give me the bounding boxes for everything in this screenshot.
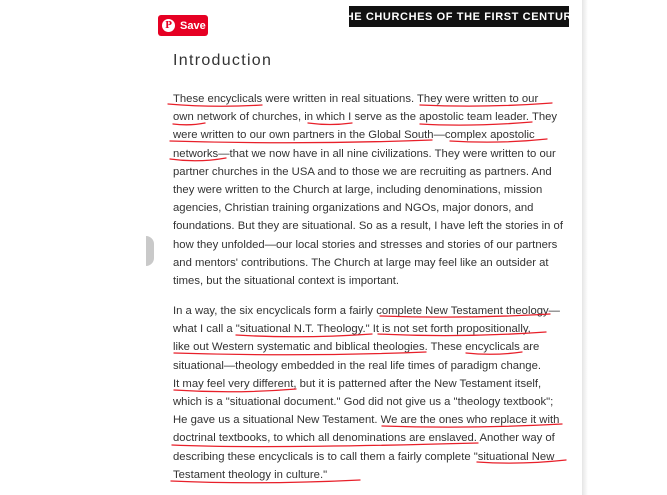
section-title: Introduction: [173, 52, 273, 69]
text-line: agencies, Christian training organizations and NGOs, major donors, and: [173, 202, 534, 215]
text-line: partner churches in the USA and to those we are recruiting as partners. And: [173, 165, 552, 178]
text-line: and mentors' contributions. The Church at large may feel like an outsider at: [173, 256, 549, 269]
save-button-label: Save: [180, 19, 206, 32]
text-line: what I call a "situational N.T. Theology." It is not set forth propositionally,: [173, 323, 531, 336]
text-line: Testament theology in culture.": [173, 468, 328, 481]
text-line: It may feel very different, but it is patterned after the New Testament itself,: [173, 377, 542, 390]
text-line: own network of churches, in which I serve as the apostolic team leader. They: [173, 111, 558, 124]
text-line: doctrinal textbooks, to which all denominations are enslaved. Another way of: [173, 432, 555, 445]
text-line: describing these encyclicals is to call them a fairly complete "situational New: [173, 450, 555, 463]
text-line: which is a "situational document." God did not give us a "theology textbook";: [173, 395, 554, 408]
header-banner: THE CHURCHES OF THE FIRST CENTURY: [349, 6, 569, 27]
side-scroll-handle[interactable]: [146, 236, 154, 266]
text-line: In a way, the six encyclicals form a fairly complete New Testament theology—: [173, 305, 560, 317]
page-edge-shadow: [582, 0, 588, 495]
pinterest-icon: P: [162, 19, 175, 32]
text-line: He gave us a situational New Testament. We are the ones who replace it with: [173, 414, 560, 427]
paragraph-1: [173, 90, 573, 290]
text-line: like out Western systematic and biblical theologies. These encyclicals are: [173, 341, 540, 354]
text-line: foundations. But they are situational. So as a result, I have left the stories in of: [173, 220, 563, 233]
text-line: networks—that we now have in all nine civilizations. They were written to our: [173, 147, 556, 160]
paragraph-2: [173, 302, 573, 484]
text-line: they were written to the Church at large, including denominations, mission: [173, 183, 543, 196]
pinterest-save-button[interactable]: [158, 15, 208, 36]
text-line: how they unfolded—our local stories and stresses and stories of our partners: [173, 238, 558, 251]
text-line: were written to our own partners in the Global South—complex apostolic: [173, 129, 535, 142]
text-line: These encyclicals were written in real situations. They were written to our: [173, 93, 539, 105]
text-line: times, but the situational context is important.: [173, 274, 400, 287]
text-line: situational—theology embedded in the real life times of paradigm change.: [173, 359, 541, 372]
